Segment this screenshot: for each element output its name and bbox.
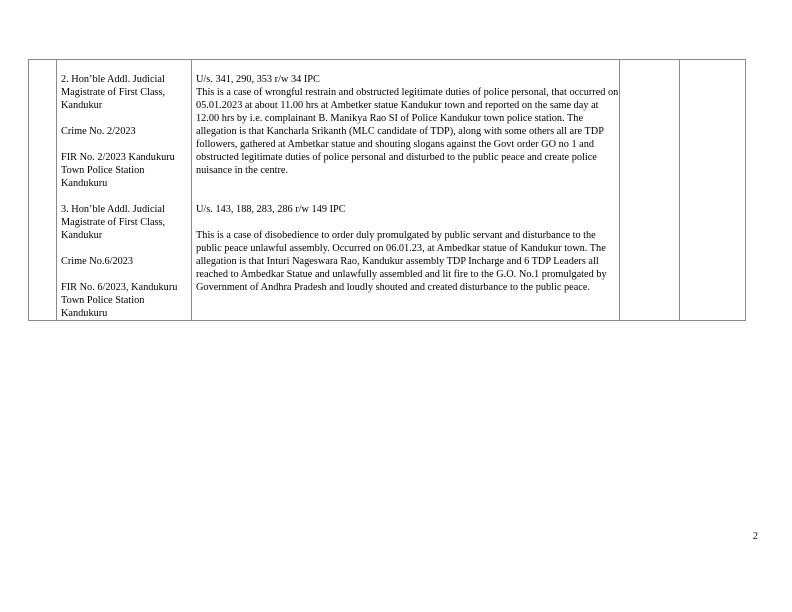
- crime-number: Crime No. 2/2023: [61, 126, 136, 137]
- fir-number: FIR No. 2/2023 Kandukuru Town Police Station Kandukuru: [61, 152, 175, 189]
- page-number: 2: [753, 531, 758, 542]
- court-name: 2. Hon’ble Addl. Judicial Magistrate of First Class, Kandukur: [61, 74, 166, 111]
- sections-charged: U/s. 341, 290, 353 r/w 34 IPC: [196, 74, 320, 85]
- court-name: 3. Hon’ble Addl. Judicial Magistrate of First Class, Kandukur: [61, 204, 166, 241]
- fir-number: FIR No. 6/2023, Kandukuru Town Police Station Kandukuru: [61, 282, 178, 319]
- case-description: This is a case of wrongful restrain and obstructed legitimate duties of police personal, that occurred on 05.01.2023 at about 11.00 hrs at Ambetker statue Kandukur town and reported on the same day at 12.00 hrs by i.e. complainant B. Manikya Rao SI of Police Kandukur town police station. The allegation is that Kancharla Srikanth (MLC candidate of TDP), along with some others all are TDP followers, gathered at Ambetkar statue and shouting slogans against the Govt order GO no 1 and obstructed legitimate duties of police personal and disturbed to the public peace and create police nuisance in the centre.: [196, 87, 619, 176]
- sections-charged: U/s. 143, 188, 283, 286 r/w 149 IPC: [196, 204, 346, 215]
- column-divider: [191, 60, 192, 320]
- column-divider: [56, 60, 57, 320]
- column-divider: [679, 60, 680, 320]
- crime-number: Crime No.6/2023: [61, 256, 134, 267]
- case-table: [28, 59, 746, 321]
- case-description-cell: [196, 73, 620, 294]
- court-details-cell: [61, 73, 187, 320]
- case-description: This is a case of disobedience to order duly promulgated by public servant and disturbance to the public peace unlawful assembly. Occurred on 06.01.23, at Ambedkar statue of Kandukur town. The allegation is that Inturi Nageswara Rao, Kandukur assembly TDP Incharge and 6 TDP Leaders all reached to Ambedkar Statue and unlawfully assembled and lit fire to the G.O. No.1 promulgated by Government of Andhra Pradesh and loudly shouted and created disturbance to the public peace.: [196, 230, 607, 293]
